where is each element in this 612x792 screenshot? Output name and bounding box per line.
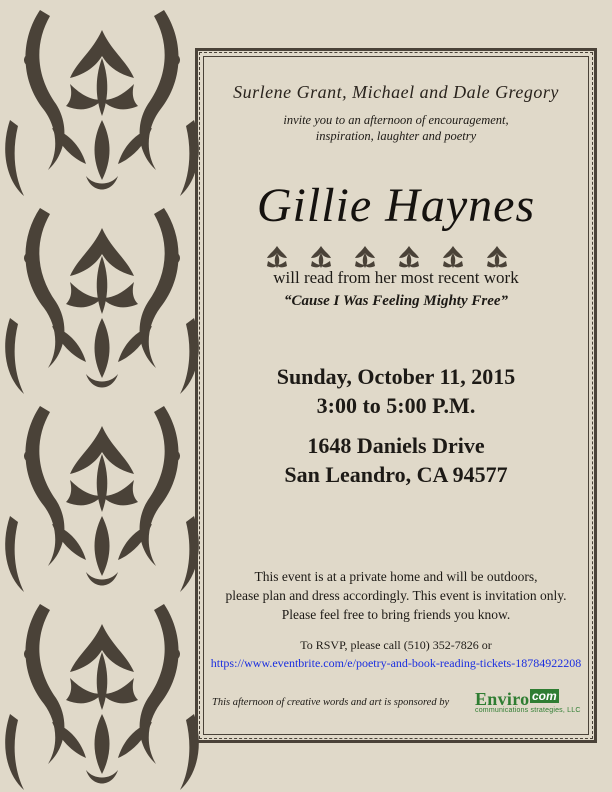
sponsor-tagline: communications strategies, LLC (475, 707, 581, 714)
address-city: San Leandro, CA 94577 (284, 462, 508, 487)
event-note (206, 567, 586, 624)
sponsor-name-part2: com (532, 689, 557, 703)
invite-line-1: invite you to an afternoon of encouragement, (283, 113, 509, 127)
sponsor-name-part1: Enviro (475, 689, 530, 709)
invite-line-2: inspiration, laughter and poetry (315, 129, 477, 143)
address-street: 1648 Daniels Drive (307, 433, 485, 458)
hosts-line: Surlene Grant, Michael and Dale Gregory (233, 82, 559, 102)
event-date: Sunday, October 11, 2015 (276, 364, 516, 389)
note-line-1: This event is at a private home and will be outdoors, (254, 569, 538, 584)
damask-pattern (0, 0, 204, 792)
rsvp-link[interactable]: https://www.eventbrite.com/e/poetry-and-book-reading-tickets-18784922208 (210, 656, 582, 670)
sponsor-line: This afternoon of creative words and art is sponsored by (212, 697, 450, 708)
work-title: “Cause I Was Feeling Mighty Free” (283, 293, 509, 309)
event-time: 3:00 to 5:00 P.M. (316, 393, 476, 418)
rsvp-line: To RSVP, please call (510) 352-7826 or (300, 638, 492, 652)
author-name: Gillie Haynes (256, 179, 536, 232)
fleur-divider-icon (264, 244, 532, 270)
note-line-2: please plan and dress accordingly. This event is invitation only. (225, 588, 567, 603)
reading-line: will read from her most recent work (273, 268, 519, 287)
invite-text (206, 112, 586, 144)
note-line-3: Please feel free to bring friends you know. (281, 607, 511, 622)
